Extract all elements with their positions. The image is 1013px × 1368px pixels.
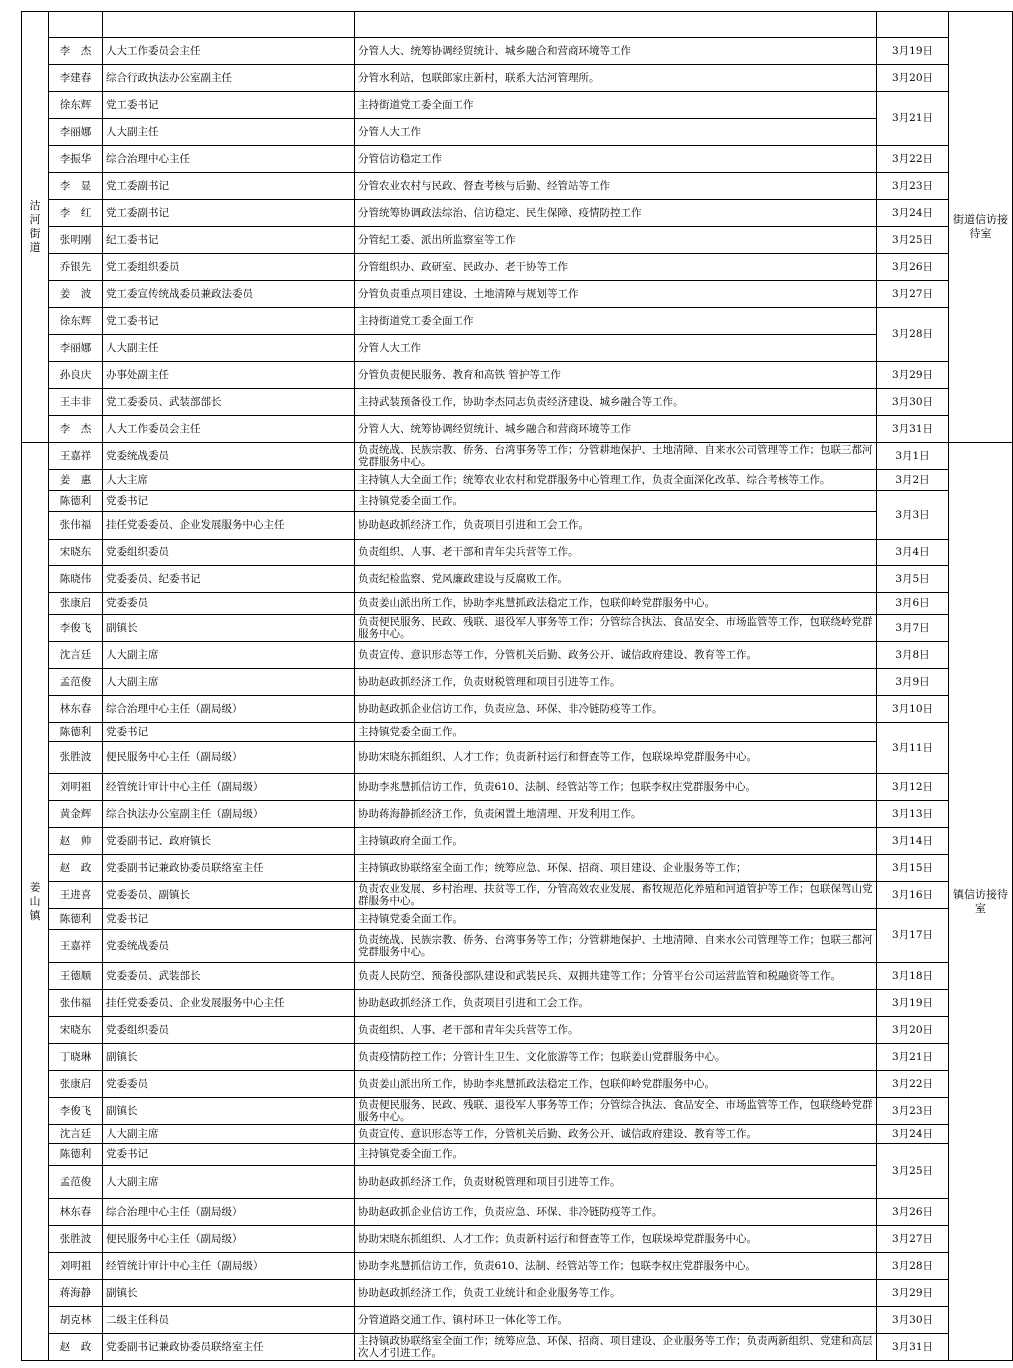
official-name: 陈晓伟 [49,566,103,593]
table-row [22,1071,1013,1098]
empty-cell [355,12,877,38]
official-duty: 负责疫情防控工作；分管计生卫生、文化旅游等工作；包联姜山党群服务中心。 [355,1044,877,1071]
table-row [22,491,1013,512]
official-name: 姜 波 [49,281,103,308]
official-position: 便民服务中心主任（副局级） [103,1226,355,1253]
official-name: 张胜波 [49,742,103,774]
official-duty: 分管人大、统筹协调经贸统计、城乡融合和营商环境等工作 [355,416,877,443]
official-position: 党委副书记兼政协委员联络室主任 [103,1334,355,1361]
official-position: 人大工作委员会主任 [103,416,355,443]
official-position: 党委委员 [103,593,355,615]
official-name: 林东春 [49,1199,103,1226]
official-position: 党委统战委员 [103,443,355,470]
official-duty: 协助宋晓东抓组织、人才工作；负责新村运行和督查等工作，包联垛埠党群服务中心。 [355,742,877,774]
official-position: 党委书记 [103,491,355,512]
official-duty: 主持镇人大全面工作；统筹农业农村和党群服务中心管理工作，负责全面深化改革、综合考核等工作。 [355,470,877,491]
official-name: 张明刚 [49,227,103,254]
official-duty: 负责农业发展、乡村治理、扶贫等工作，分管高效农业发展、畜牧规范化养殖和河道管护等工作；包联保驾山党群服务中心。 [355,882,877,909]
official-duty: 负责姜山派出所工作，协助李兆慧抓政法稳定工作，包联仰岭党群服务中心。 [355,1071,877,1098]
official-position: 党委书记 [103,723,355,742]
reception-date: 3月23日 [877,1098,949,1125]
table-row [22,723,1013,742]
reception-date: 3月17日 [877,909,949,963]
table-row [22,38,1013,65]
official-duty: 主持镇政府全面工作。 [355,828,877,855]
official-name: 刘明祖 [49,774,103,801]
reception-date: 3月19日 [877,990,949,1017]
official-name: 赵 政 [49,1334,103,1361]
table-row [22,65,1013,92]
official-position: 党工委副书记 [103,173,355,200]
official-name: 林东春 [49,696,103,723]
official-position: 党委委员、副镇长 [103,882,355,909]
official-name: 李俊飞 [49,1098,103,1125]
reception-date: 3月25日 [877,1144,949,1199]
official-name: 张伟福 [49,512,103,540]
official-duty: 主持街道党工委全面工作 [355,308,877,335]
official-duty: 协助赵政抓企业信访工作，负责应急、环保、非冷链防疫等工作。 [355,696,877,723]
table-row [22,882,1013,909]
official-duty: 分管人大工作 [355,119,877,146]
reception-date: 3月21日 [877,92,949,146]
reception-date: 3月30日 [877,1307,949,1334]
reception-date: 3月11日 [877,723,949,774]
unit-cell: 沽 河 街 道 [22,12,49,443]
table-row [22,742,1013,774]
table-row [22,1125,1013,1144]
official-name: 黄金辉 [49,801,103,828]
official-name: 李丽娜 [49,335,103,362]
table-row [22,12,1013,38]
official-position: 人大副主席 [103,642,355,669]
official-name: 陈德利 [49,491,103,512]
reception-date: 3月19日 [877,38,949,65]
empty-cell [49,12,103,38]
official-position: 综合行政执法办公室副主任 [103,65,355,92]
official-duty: 负责姜山派出所工作，协助李兆慧抓政法稳定工作，包联仰岭党群服务中心。 [355,593,877,615]
reception-date: 3月20日 [877,1017,949,1044]
reception-date: 3月22日 [877,1071,949,1098]
table-row [22,593,1013,615]
official-duty: 协助赵政抓企业信访工作，负责应急、环保、非冷链防疫等工作。 [355,1199,877,1226]
reception-date: 3月3日 [877,491,949,540]
reception-date: 3月24日 [877,200,949,227]
official-name: 张康启 [49,1071,103,1098]
official-position: 党委副书记、政府镇长 [103,828,355,855]
official-name: 李 红 [49,200,103,227]
official-name: 李 显 [49,173,103,200]
official-position: 党委委员、纪委书记 [103,566,355,593]
official-duty: 分管人大工作 [355,335,877,362]
table-row [22,1166,1013,1199]
official-duty: 分管纪工委、派出所监察室等工作 [355,227,877,254]
table-row [22,1280,1013,1307]
official-name: 张胜波 [49,1226,103,1253]
official-name: 赵 政 [49,855,103,882]
official-position: 挂任党委委员、企业发展服务中心主任 [103,512,355,540]
official-duty: 分管农业农村与民政、督查考核与后勤、经管站等工作 [355,173,877,200]
official-name: 张伟福 [49,990,103,1017]
table-row [22,308,1013,335]
reception-date: 3月26日 [877,254,949,281]
official-position: 党委组织委员 [103,1017,355,1044]
table-row [22,963,1013,990]
reception-date: 3月26日 [877,1199,949,1226]
official-position: 党工委副书记 [103,200,355,227]
table-row [22,443,1013,470]
official-duty: 负责宣传、意识形态等工作，分管机关后勤、政务公开、诚信政府建设、教育等工作。 [355,642,877,669]
schedule-body [22,12,1013,1361]
official-duty: 协助赵政抓经济工作，负责工业统计和企业服务等工作。 [355,1280,877,1307]
official-duty: 负责统战、民族宗教、侨务、台湾事务等工作；分管耕地保护、土地清障、自来水公司管理等工作；包联三都河党群服务中心。 [355,443,877,470]
official-name: 赵 帅 [49,828,103,855]
official-name: 孟范俊 [49,1166,103,1199]
official-position: 人大副主席 [103,669,355,696]
official-duty: 分管道路交通工作、镇村环卫一体化等工作。 [355,1307,877,1334]
official-name: 张康启 [49,593,103,615]
reception-date: 3月16日 [877,882,949,909]
table-row [22,828,1013,855]
table-row [22,642,1013,669]
official-position: 挂任党委委员、企业发展服务中心主任 [103,990,355,1017]
table-row [22,1334,1013,1361]
official-duty: 主持武装预备役工作，协助李杰同志负责经济建设、城乡融合等工作。 [355,389,877,416]
table-row [22,540,1013,566]
reception-date: 3月28日 [877,1253,949,1280]
official-duty: 主持镇政协联络室全面工作；统筹应急、环保、招商、项目建设、企业服务等工作； [355,855,877,882]
reception-date: 3月27日 [877,1226,949,1253]
reception-date: 3月21日 [877,1044,949,1071]
table-row [22,1307,1013,1334]
official-position: 党委统战委员 [103,930,355,963]
official-duty: 分管信访稳定工作 [355,146,877,173]
official-name: 宋晓东 [49,1017,103,1044]
reception-date: 3月30日 [877,389,949,416]
official-duty: 协助赵政抓经济工作，负责财税管理和项目引进等工作。 [355,669,877,696]
table-row [22,254,1013,281]
official-position: 党工委宣传统战委员兼政法委员 [103,281,355,308]
table-row [22,990,1013,1017]
official-duty: 协助李兆慧抓信访工作，负责610、法制、经管站等工作；包联李权庄党群服务中心。 [355,774,877,801]
unit-cell: 姜 山 镇 [22,443,49,1361]
official-position: 综合治理中心主任（副局级） [103,1199,355,1226]
official-position: 办事处副主任 [103,362,355,389]
official-duty: 分管统筹协调政法综治、信访稳定、民生保障、疫情防控工作 [355,200,877,227]
official-name: 李振华 [49,146,103,173]
table-row [22,774,1013,801]
reception-date: 3月18日 [877,963,949,990]
official-name: 李俊飞 [49,615,103,642]
official-duty: 主持镇党委全面工作。 [355,1144,877,1166]
empty-cell [877,12,949,38]
official-name: 刘明祖 [49,1253,103,1280]
official-duty: 协助赵政抓经济工作，负责项目引进和工会工作。 [355,512,877,540]
official-duty: 协助李兆慧抓信访工作，负责610、法制、经管站等工作；包联李权庄党群服务中心。 [355,1253,877,1280]
reception-date: 3月29日 [877,362,949,389]
empty-cell [103,12,355,38]
table-row [22,389,1013,416]
official-name: 乔银先 [49,254,103,281]
table-row [22,92,1013,119]
table-row [22,1017,1013,1044]
official-position: 综合治理中心主任 [103,146,355,173]
official-name: 孟范俊 [49,669,103,696]
official-name: 王德顺 [49,963,103,990]
official-duty: 协助赵政抓经济工作，负责财税管理和项目引进等工作。 [355,1166,877,1199]
official-position: 人大主席 [103,470,355,491]
official-duty: 协助宋晓东抓组织、人才工作；负责新村运行和督查等工作，包联垛埠党群服务中心。 [355,1226,877,1253]
official-name: 徐东辉 [49,92,103,119]
table-row [22,855,1013,882]
table-row [22,696,1013,723]
official-position: 人大副主席 [103,1125,355,1144]
table-row [22,1199,1013,1226]
table-row [22,1098,1013,1125]
reception-date: 3月8日 [877,642,949,669]
official-name: 蒋海静 [49,1280,103,1307]
official-duty: 负责组织、人事、老干部和青年尖兵营等工作。 [355,1017,877,1044]
official-name: 陈德利 [49,723,103,742]
reception-date: 3月15日 [877,855,949,882]
official-duty: 主持镇党委全面工作。 [355,723,877,742]
official-position: 党工委组织委员 [103,254,355,281]
table-row [22,512,1013,540]
official-name: 徐东辉 [49,308,103,335]
reception-schedule-table [21,11,1013,1361]
reception-date: 3月1日 [877,443,949,470]
official-name: 陈德利 [49,1144,103,1166]
reception-date: 3月12日 [877,774,949,801]
official-name: 姜 惠 [49,470,103,491]
official-name: 宋晓东 [49,540,103,566]
official-duty: 分管水利站，包联郎家庄新村，联系大沽河管理所。 [355,65,877,92]
table-row [22,416,1013,443]
reception-date: 3月25日 [877,227,949,254]
official-position: 党委书记 [103,1144,355,1166]
official-position: 党委委员 [103,1071,355,1098]
official-duty: 负责纪检监察、党风廉政建设与反腐败工作。 [355,566,877,593]
reception-date: 3月28日 [877,308,949,362]
reception-date: 3月31日 [877,1334,949,1361]
reception-date: 3月22日 [877,146,949,173]
official-position: 副镇长 [103,1044,355,1071]
official-name: 李丽娜 [49,119,103,146]
official-position: 人大副主任 [103,335,355,362]
table-row [22,930,1013,963]
official-position: 人大副主席 [103,1166,355,1199]
official-position: 二级主任科员 [103,1307,355,1334]
official-name: 沈言廷 [49,642,103,669]
reception-date: 3月4日 [877,540,949,566]
official-position: 党委委员、武装部长 [103,963,355,990]
table-row [22,669,1013,696]
table-row [22,909,1013,930]
official-name: 李 杰 [49,38,103,65]
official-duty: 分管人大、统筹协调经贸统计、城乡融合和营商环境等工作 [355,38,877,65]
reception-date: 3月9日 [877,669,949,696]
official-position: 党委书记 [103,909,355,930]
official-duty: 负责统战、民族宗教、侨务、台湾事务等工作；分管耕地保护、土地清障、自来水公司管理等工作；包联三都河党群服务中心。 [355,930,877,963]
table-row [22,335,1013,362]
table-row [22,1044,1013,1071]
table-row [22,281,1013,308]
official-position: 党委副书记兼政协委员联络室主任 [103,855,355,882]
reception-date: 3月2日 [877,470,949,491]
official-name: 丁晓琳 [49,1044,103,1071]
official-name: 李建春 [49,65,103,92]
official-name: 李 杰 [49,416,103,443]
official-name: 孙良庆 [49,362,103,389]
official-name: 王进喜 [49,882,103,909]
table-row [22,1144,1013,1166]
table-row [22,801,1013,828]
official-duty: 主持镇政协联络室全面工作；统筹应急、环保、招商、项目建设、企业服务等工作；负责两新组织、党建和高层次人才引进工作。 [355,1334,877,1361]
reception-date: 3月23日 [877,173,949,200]
official-position: 人大副主任 [103,119,355,146]
official-name: 陈德利 [49,909,103,930]
official-position: 人大工作委员会主任 [103,38,355,65]
official-position: 党工委书记 [103,308,355,335]
reception-date: 3月5日 [877,566,949,593]
reception-place: 镇信访接待室 [949,443,1013,1361]
reception-date: 3月29日 [877,1280,949,1307]
table-row [22,173,1013,200]
reception-date: 3月24日 [877,1125,949,1144]
official-duty: 主持镇党委全面工作。 [355,909,877,930]
official-position: 综合执法办公室副主任（副局级） [103,801,355,828]
table-row [22,227,1013,254]
official-duty: 负责组织、人事、老干部和青年尖兵营等工作。 [355,540,877,566]
official-duty: 分管组织办、政研室、民政办、老干协等工作 [355,254,877,281]
official-duty: 分管负责便民服务、教育和高铁 管护等工作 [355,362,877,389]
official-position: 便民服务中心主任（副局级） [103,742,355,774]
official-position: 经管统计审计中心主任（副局级） [103,1253,355,1280]
reception-date: 3月20日 [877,65,949,92]
official-position: 党委组织委员 [103,540,355,566]
table-row [22,200,1013,227]
official-position: 副镇长 [103,1280,355,1307]
official-position: 副镇长 [103,615,355,642]
table-row [22,1226,1013,1253]
table-row [22,1253,1013,1280]
reception-date: 3月10日 [877,696,949,723]
official-position: 副镇长 [103,1098,355,1125]
official-duty: 负责人民防空、预备役部队建设和武装民兵、双拥共建等工作；分管平台公司运营监管和税融资等工作。 [355,963,877,990]
official-position: 党工委书记 [103,92,355,119]
table-row [22,146,1013,173]
reception-date: 3月7日 [877,615,949,642]
official-position: 党工委委员、武装部部长 [103,389,355,416]
table-row [22,119,1013,146]
official-name: 王丰非 [49,389,103,416]
official-duty: 主持街道党工委全面工作 [355,92,877,119]
table-row [22,362,1013,389]
reception-place: 街道信访接待室 [949,12,1013,443]
official-position: 纪工委书记 [103,227,355,254]
reception-date: 3月14日 [877,828,949,855]
reception-date: 3月27日 [877,281,949,308]
official-duty: 负责便民服务、民政、残联、退役军人事务等工作；分管综合执法、食品安全、市场监管等工作，包联绕岭党群服务中心。 [355,1098,877,1125]
official-duty: 协助蒋海静抓经济工作，负责闲置土地清理、开发利用工作。 [355,801,877,828]
table-row [22,470,1013,491]
official-name: 王嘉祥 [49,930,103,963]
official-name: 王嘉祥 [49,443,103,470]
table-row [22,615,1013,642]
official-name: 胡克林 [49,1307,103,1334]
official-duty: 主持镇党委全面工作。 [355,491,877,512]
official-duty: 分管负责重点项目建设、土地清障与规划等工作 [355,281,877,308]
official-duty: 负责便民服务、民政、残联、退役军人事务等工作；分管综合执法、食品安全、市场监管等工作，包联绕岭党群服务中心。 [355,615,877,642]
official-duty: 协助赵政抓经济工作，负责项目引进和工会工作。 [355,990,877,1017]
reception-date: 3月31日 [877,416,949,443]
official-name: 沈言廷 [49,1125,103,1144]
official-position: 经管统计审计中心主任（副局级） [103,774,355,801]
reception-date: 3月6日 [877,593,949,615]
reception-date: 3月13日 [877,801,949,828]
official-duty: 负责宣传、意识形态等工作，分管机关后勤、政务公开、诚信政府建设、教育等工作。 [355,1125,877,1144]
table-row [22,566,1013,593]
official-position: 综合治理中心主任（副局级） [103,696,355,723]
